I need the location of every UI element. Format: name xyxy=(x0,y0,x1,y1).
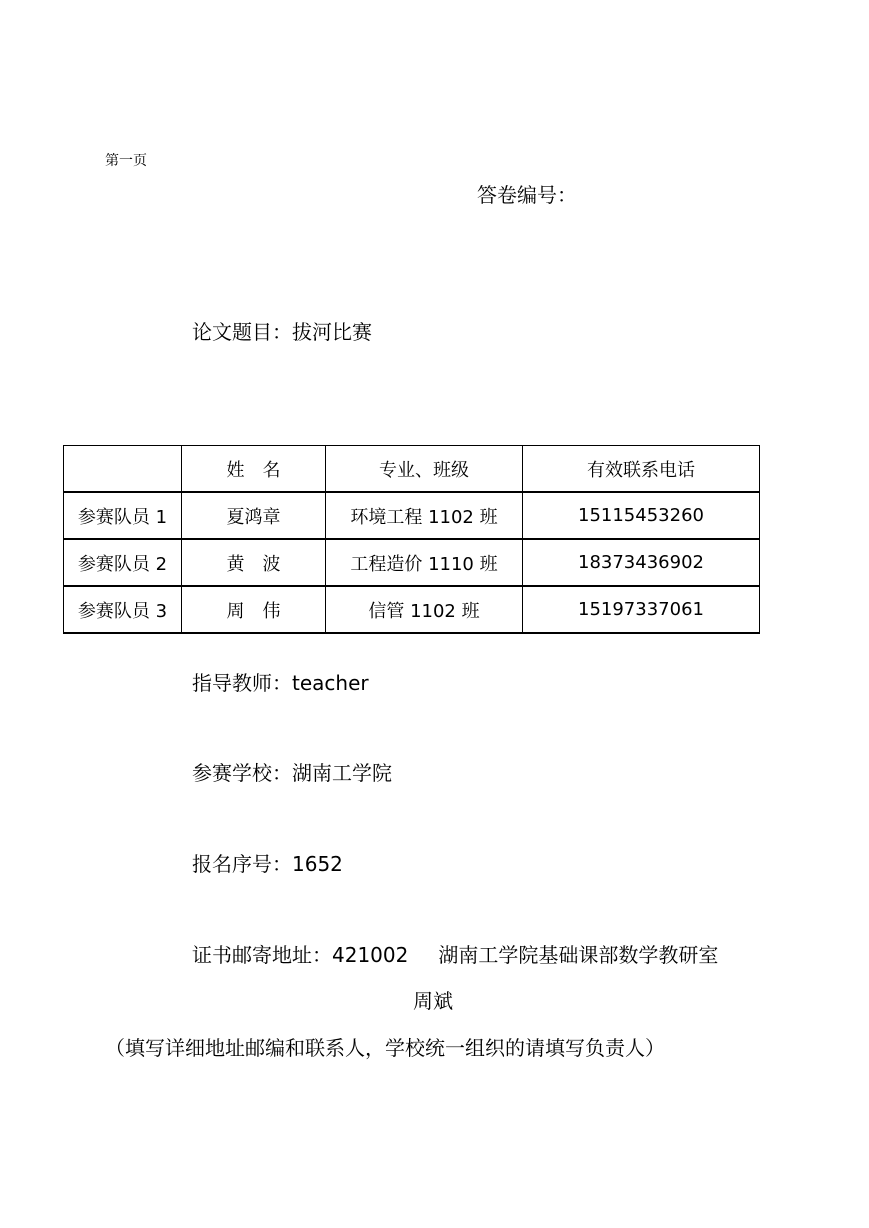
advisor: 指导教师：teacher xyxy=(192,671,369,695)
table-header-cell: 专业、班级 xyxy=(326,446,523,493)
table-header-cell: 有效联系电话 xyxy=(523,446,760,493)
registration-number: 报名序号：1652 xyxy=(192,852,343,876)
paper-title: 论文题目：拔河比赛 xyxy=(192,320,372,344)
member-class: 工程造价 1110 班 xyxy=(326,539,523,586)
member-phone: 15115453260 xyxy=(523,492,760,539)
address-detail: 湖南工学院基础课部数学教研室 xyxy=(438,943,719,967)
member-class: 环境工程 1102 班 xyxy=(326,492,523,539)
table-header-cell: 姓 名 xyxy=(182,446,326,493)
member-role: 参赛队员 3 xyxy=(64,586,182,633)
member-phone: 18373436902 xyxy=(523,539,760,586)
member-name: 黄 波 xyxy=(182,539,326,586)
member-role: 参赛队员 1 xyxy=(64,492,182,539)
school: 参赛学校：湖南工学院 xyxy=(192,761,392,785)
member-phone: 15197337061 xyxy=(523,586,760,633)
instruction-note: （填写详细地址邮编和联系人，学校统一组织的请填写负责人） xyxy=(105,1036,665,1060)
member-name: 夏鸿章 xyxy=(182,492,326,539)
member-name: 周 伟 xyxy=(182,586,326,633)
team-members-table xyxy=(63,445,760,634)
table-row xyxy=(64,539,760,586)
mailing-address xyxy=(192,943,718,967)
answer-number-label: 答卷编号： xyxy=(477,183,577,207)
table-row xyxy=(64,586,760,633)
table-header-row xyxy=(64,446,760,493)
contact-person: 周斌 xyxy=(413,989,453,1013)
member-class: 信管 1102 班 xyxy=(326,586,523,633)
member-role: 参赛队员 2 xyxy=(64,539,182,586)
address-label: 证书邮寄地址：421002 xyxy=(192,943,409,967)
table-header-cell xyxy=(64,446,182,493)
table-row xyxy=(64,492,760,539)
page-label: 第一页 xyxy=(105,153,147,169)
